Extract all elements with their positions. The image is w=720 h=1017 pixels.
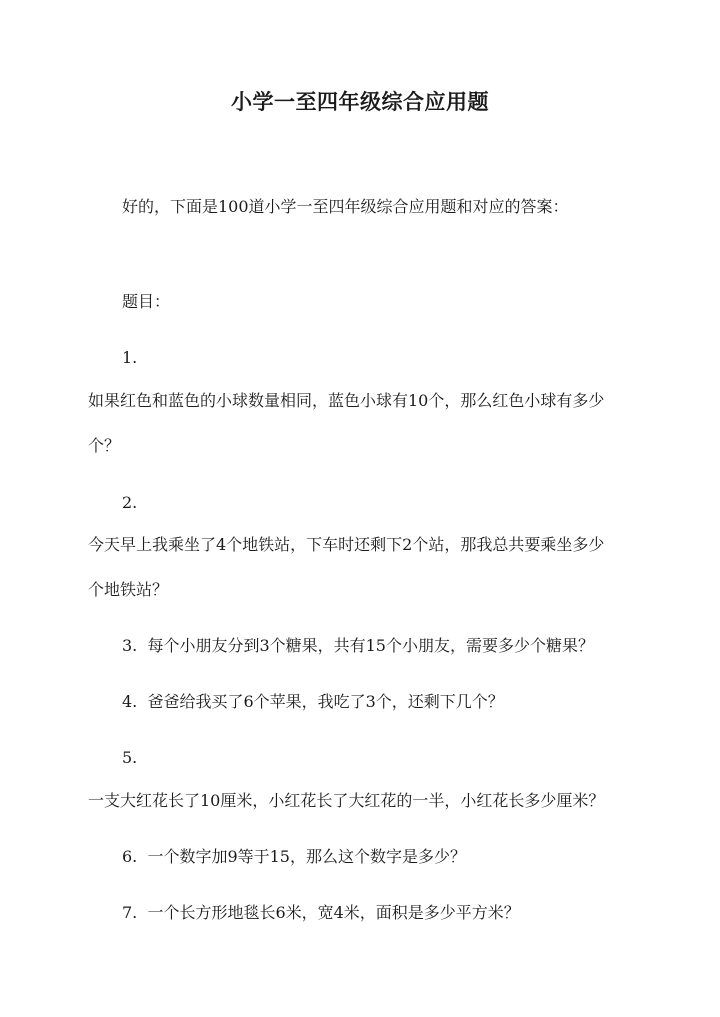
question-2-text-line2: 个地铁站？ xyxy=(88,580,169,599)
question-4-number: 4. xyxy=(122,692,138,711)
question-7-number: 7. xyxy=(122,903,138,922)
question-1-number: 1. xyxy=(122,348,138,367)
question-1-text-line1: 如果红色和蓝色的小球数量相同，蓝色小球有10个，那么红色小球有多少 xyxy=(88,391,605,410)
question-3 xyxy=(122,634,594,658)
question-4-text: 爸爸给我买了6个苹果，我吃了3个，还剩下几个？ xyxy=(147,692,504,711)
question-6-number: 6. xyxy=(122,847,138,866)
question-2-number: 2. xyxy=(122,493,138,512)
question-2-text-line1: 今天早上我乘坐了4个地铁站，下车时还剩下2个站，那我总共要乘坐多少 xyxy=(88,535,605,554)
question-5-text-line1: 一支大红花长了10厘米，小红花长了大红花的一半，小红花长多少厘米？ xyxy=(88,791,605,810)
question-5-number: 5. xyxy=(122,748,138,767)
page-title: 小学一至四年级综合应用题 xyxy=(231,89,489,114)
question-7 xyxy=(122,901,520,925)
question-3-number: 3. xyxy=(122,636,138,655)
question-6 xyxy=(122,845,466,869)
question-1-text-line2: 个？ xyxy=(88,436,121,455)
question-4 xyxy=(122,690,504,714)
section-label: 题目： xyxy=(122,292,171,311)
question-6-text: 一个数字加9等于15，那么这个数字是多少？ xyxy=(147,847,466,866)
question-3-text: 每个小朋友分到3个糖果，共有15个小朋友，需要多少个糖果？ xyxy=(147,636,594,655)
question-7-text: 一个长方形地毯长6米，宽4米，面积是多少平方米？ xyxy=(147,903,520,922)
intro-text: 好的，下面是100道小学一至四年级综合应用题和对应的答案： xyxy=(122,197,569,216)
